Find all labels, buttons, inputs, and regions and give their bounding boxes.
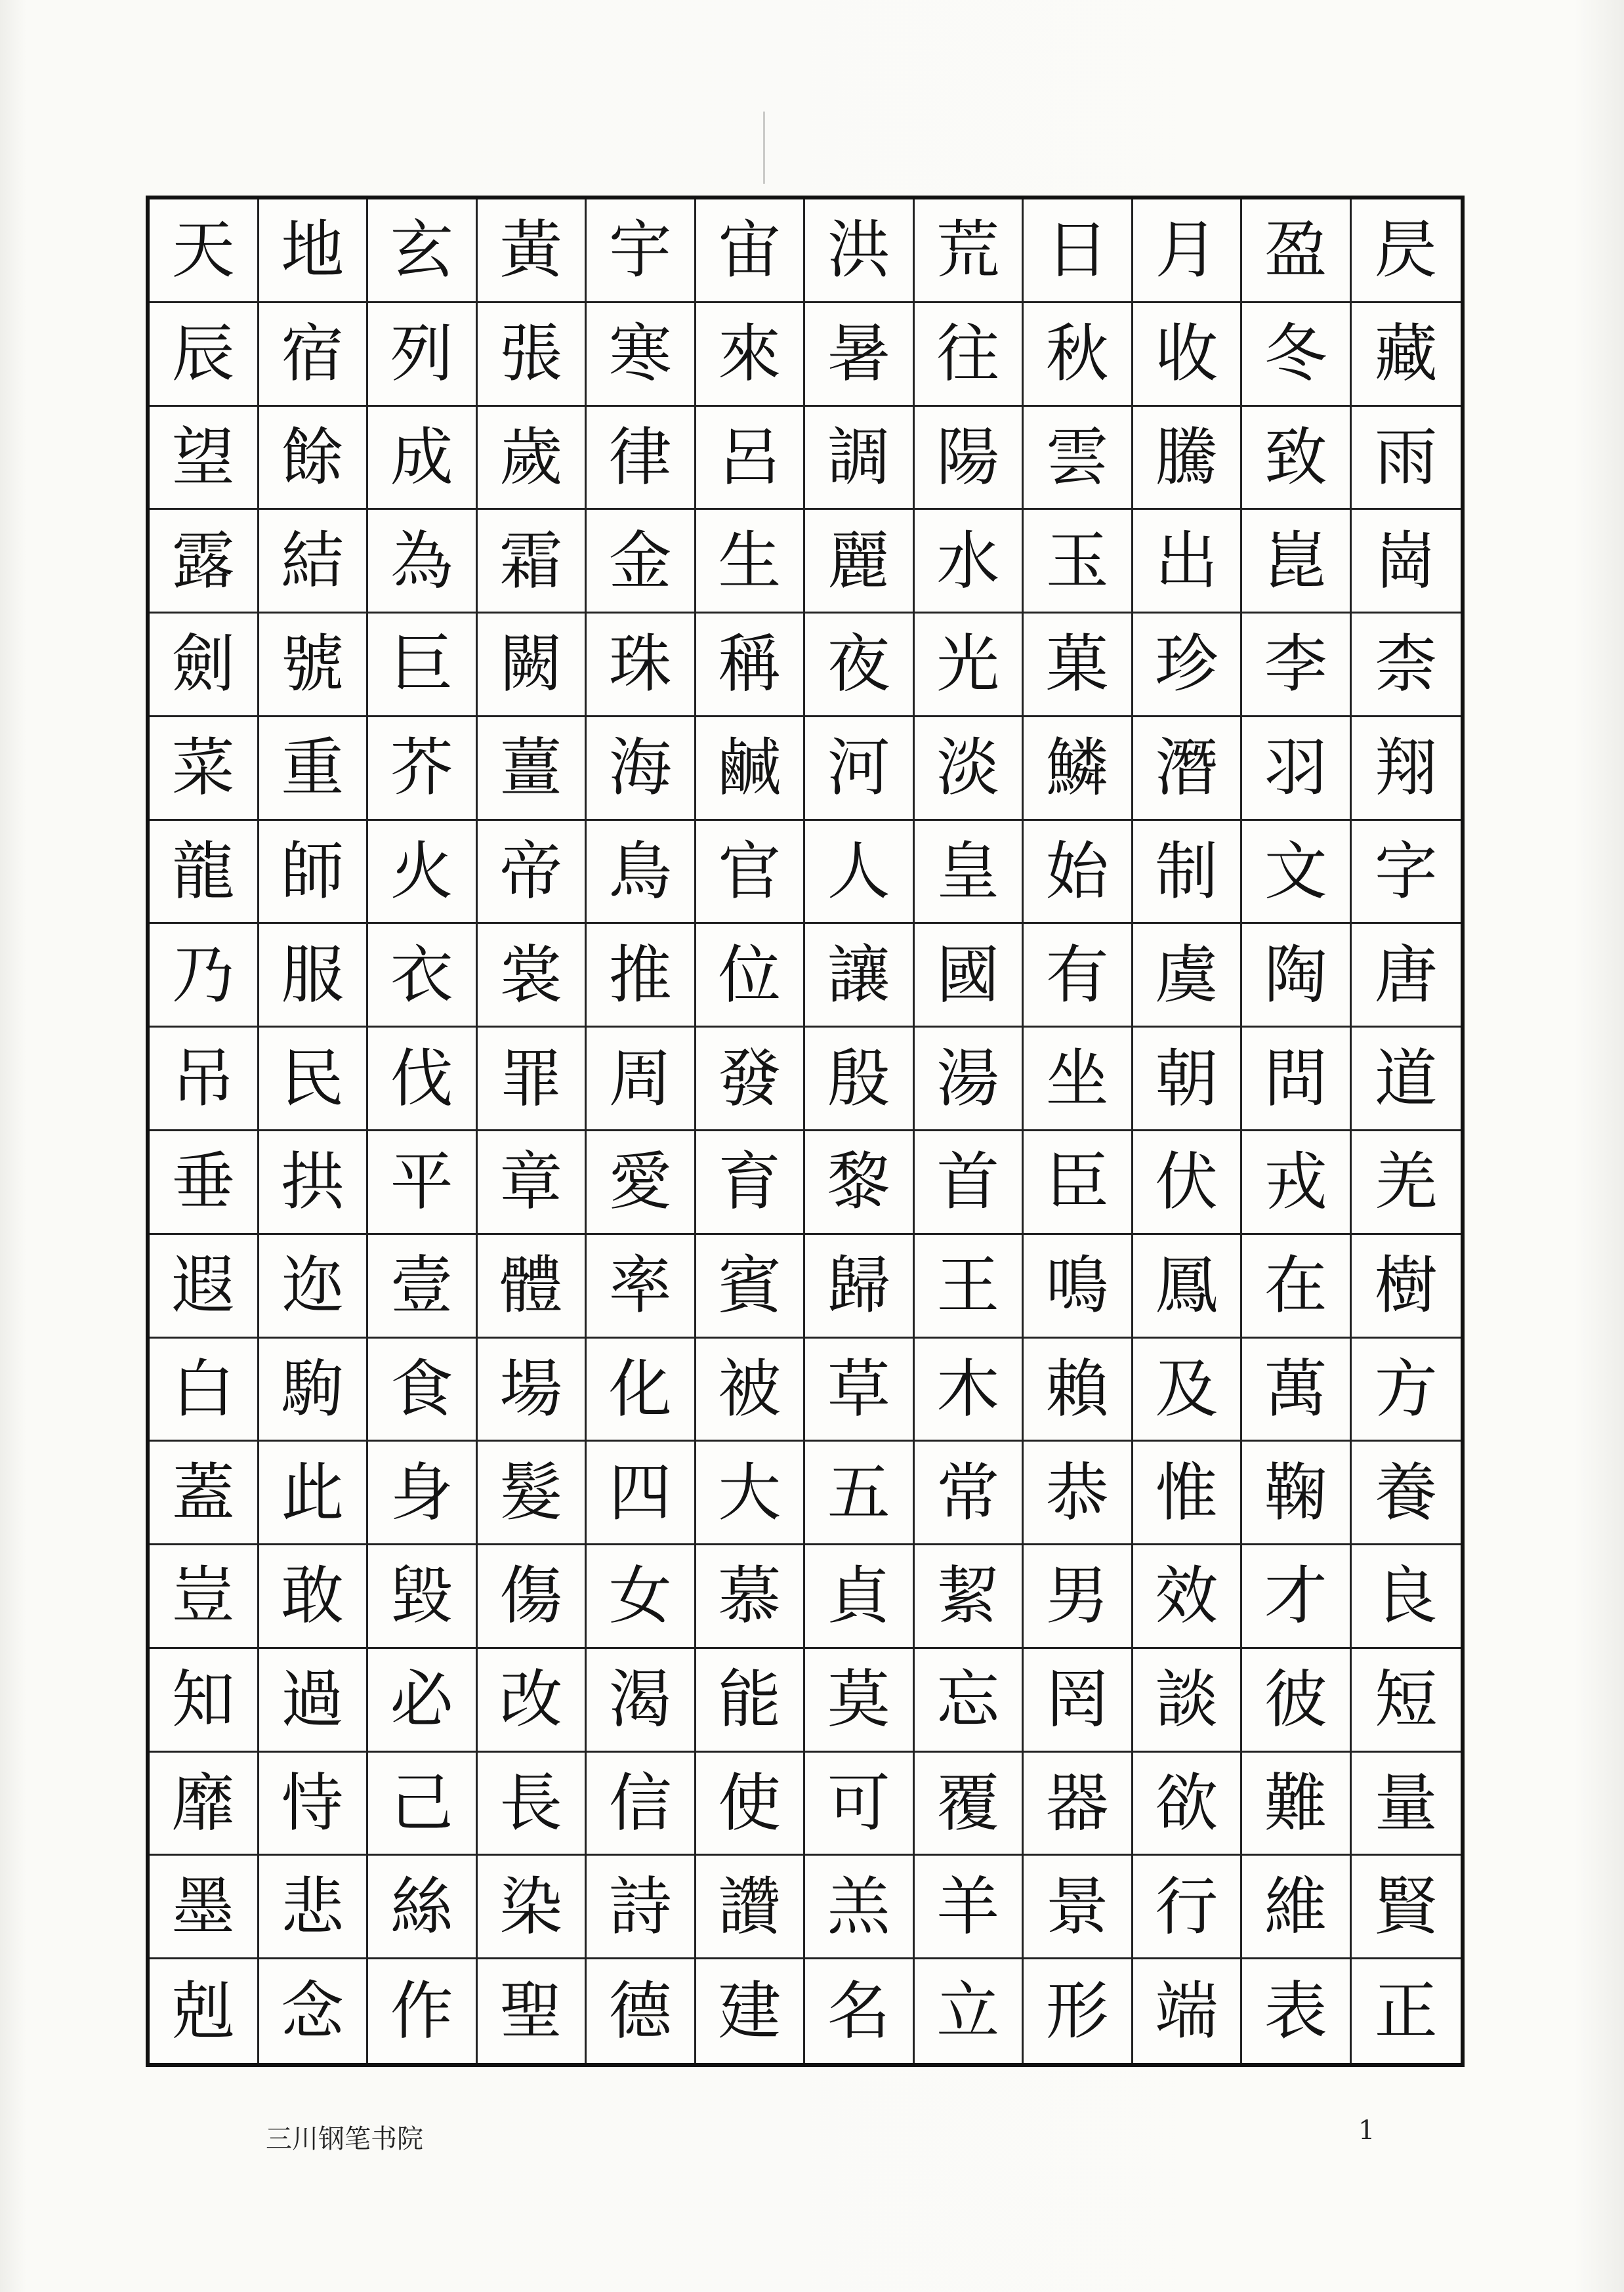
- grid-cell: 巨: [368, 614, 478, 717]
- grid-cell: 罔: [1024, 1649, 1133, 1753]
- grid-cell: 師: [259, 821, 369, 925]
- grid-cell: 靡: [150, 1753, 259, 1856]
- grid-cell: 重: [259, 717, 369, 821]
- grid-cell: 可: [805, 1753, 915, 1856]
- grid-cell: 柰: [1352, 614, 1461, 717]
- grid-cell: 欲: [1133, 1753, 1243, 1856]
- grid-cell: 拱: [259, 1131, 369, 1235]
- grid-cell: 剋: [150, 1959, 259, 2063]
- grid-cell: 道: [1352, 1028, 1461, 1131]
- grid-cell: 場: [478, 1339, 587, 1442]
- grid-cell: 五: [805, 1442, 915, 1545]
- grid-cell: 壹: [368, 1235, 478, 1339]
- grid-cell: 望: [150, 407, 259, 510]
- grid-cell: 往: [915, 303, 1024, 407]
- grid-cell: 己: [368, 1753, 478, 1856]
- grid-cell: 問: [1242, 1028, 1352, 1131]
- grid-cell: 使: [696, 1753, 806, 1856]
- grid-cell: 昃: [1352, 199, 1461, 303]
- grid-cell: 龍: [150, 821, 259, 925]
- grid-cell: 女: [587, 1545, 696, 1649]
- grid-cell: 號: [259, 614, 369, 717]
- grid-cell: 黃: [478, 199, 587, 303]
- grid-cell: 遐: [150, 1235, 259, 1339]
- grid-cell: 表: [1242, 1959, 1352, 2063]
- grid-cell: 水: [915, 510, 1024, 614]
- grid-cell: 迩: [259, 1235, 369, 1339]
- grid-cell: 鳴: [1024, 1235, 1133, 1339]
- grid-cell: 文: [1242, 821, 1352, 925]
- grid-cell: 知: [150, 1649, 259, 1753]
- grid-cell: 陽: [915, 407, 1024, 510]
- grid-cell: 生: [696, 510, 806, 614]
- grid-cell: 劍: [150, 614, 259, 717]
- grid-cell: 雨: [1352, 407, 1461, 510]
- grid-cell: 金: [587, 510, 696, 614]
- grid-cell: 餘: [259, 407, 369, 510]
- grid-cell: 人: [805, 821, 915, 925]
- grid-cell: 端: [1133, 1959, 1243, 2063]
- grid-cell: 呂: [696, 407, 806, 510]
- grid-cell: 吊: [150, 1028, 259, 1131]
- grid-cell: 維: [1242, 1856, 1352, 1959]
- grid-cell: 湯: [915, 1028, 1024, 1131]
- grid-cell: 潛: [1133, 717, 1243, 821]
- grid-cell: 良: [1352, 1545, 1461, 1649]
- grid-cell: 收: [1133, 303, 1243, 407]
- grid-cell: 結: [259, 510, 369, 614]
- grid-cell: 章: [478, 1131, 587, 1235]
- grid-cell: 火: [368, 821, 478, 925]
- grid-cell: 形: [1024, 1959, 1133, 2063]
- publisher-footer: 三川钢笔书院: [266, 2124, 423, 2154]
- grid-cell: 長: [478, 1753, 587, 1856]
- grid-cell: 鳳: [1133, 1235, 1243, 1339]
- grid-cell: 率: [587, 1235, 696, 1339]
- grid-cell: 坐: [1024, 1028, 1133, 1131]
- grid-cell: 菜: [150, 717, 259, 821]
- grid-cell: 及: [1133, 1339, 1243, 1442]
- grid-cell: 官: [696, 821, 806, 925]
- grid-cell: 四: [587, 1442, 696, 1545]
- grid-cell: 賓: [696, 1235, 806, 1339]
- grid-cell: 能: [696, 1649, 806, 1753]
- grid-cell: 宙: [696, 199, 806, 303]
- grid-cell: 方: [1352, 1339, 1461, 1442]
- grid-cell: 闕: [478, 614, 587, 717]
- grid-cell: 食: [368, 1339, 478, 1442]
- center-fold-mark: [763, 112, 765, 184]
- grid-cell: 豈: [150, 1545, 259, 1649]
- grid-cell: 天: [150, 199, 259, 303]
- grid-cell: 立: [915, 1959, 1024, 2063]
- grid-cell: 陶: [1242, 924, 1352, 1028]
- grid-cell: 推: [587, 924, 696, 1028]
- grid-cell: 調: [805, 407, 915, 510]
- grid-cell: 器: [1024, 1753, 1133, 1856]
- grid-cell: 此: [259, 1442, 369, 1545]
- grid-cell: 賢: [1352, 1856, 1461, 1959]
- grid-cell: 作: [368, 1959, 478, 2063]
- grid-cell: 慕: [696, 1545, 806, 1649]
- grid-cell: 服: [259, 924, 369, 1028]
- grid-cell: 秋: [1024, 303, 1133, 407]
- grid-cell: 傷: [478, 1545, 587, 1649]
- grid-cell: 駒: [259, 1339, 369, 1442]
- grid-cell: 讚: [696, 1856, 806, 1959]
- grid-cell: 稱: [696, 614, 806, 717]
- grid-cell: 羌: [1352, 1131, 1461, 1235]
- grid-cell: 草: [805, 1339, 915, 1442]
- grid-cell: 鹹: [696, 717, 806, 821]
- grid-cell: 鞠: [1242, 1442, 1352, 1545]
- grid-cell: 國: [915, 924, 1024, 1028]
- grid-cell: 皇: [915, 821, 1024, 925]
- grid-cell: 淡: [915, 717, 1024, 821]
- character-grid: [146, 196, 1465, 2067]
- grid-cell: 黎: [805, 1131, 915, 1235]
- grid-cell: 惟: [1133, 1442, 1243, 1545]
- grid-cell: 萬: [1242, 1339, 1352, 1442]
- grid-cell: 念: [259, 1959, 369, 2063]
- grid-cell: 賴: [1024, 1339, 1133, 1442]
- grid-cell: 恭: [1024, 1442, 1133, 1545]
- grid-cell: 麗: [805, 510, 915, 614]
- grid-cell: 鳥: [587, 821, 696, 925]
- grid-cell: 忘: [915, 1649, 1024, 1753]
- grid-cell: 效: [1133, 1545, 1243, 1649]
- grid-cell: 為: [368, 510, 478, 614]
- grid-cell: 伐: [368, 1028, 478, 1131]
- grid-cell: 行: [1133, 1856, 1243, 1959]
- grid-cell: 正: [1374, 1974, 1438, 2049]
- page-number: 1: [1358, 2115, 1375, 2146]
- grid-cell: 名: [805, 1959, 915, 2063]
- grid-cell: 殷: [805, 1028, 915, 1131]
- grid-cell: 愛: [587, 1131, 696, 1235]
- grid-cell: 雲: [1024, 407, 1133, 510]
- grid-cell: 鱗: [1024, 717, 1133, 821]
- grid-cell: 過: [259, 1649, 369, 1753]
- grid-cell: 乃: [150, 924, 259, 1028]
- grid-cell: 周: [587, 1028, 696, 1131]
- grid-cell: 常: [915, 1442, 1024, 1545]
- grid-cell: 染: [478, 1856, 587, 1959]
- grid-cell: 才: [1242, 1545, 1352, 1649]
- grid-cell: 男: [1024, 1545, 1133, 1649]
- grid-cell: 露: [150, 510, 259, 614]
- grid-cell: 莫: [805, 1649, 915, 1753]
- grid-cell: 樹: [1352, 1235, 1461, 1339]
- grid-cell: 朝: [1133, 1028, 1243, 1131]
- grid-cell: 養: [1352, 1442, 1461, 1545]
- grid-cell: 歲: [478, 407, 587, 510]
- grid-cell: 有: [1024, 924, 1133, 1028]
- grid-cell: 談: [1133, 1649, 1243, 1753]
- grid-cell: 悲: [259, 1856, 369, 1959]
- grid-cell: 衣: [368, 924, 478, 1028]
- grid-cell: 貞: [805, 1545, 915, 1649]
- grid-cell: 玉: [1024, 510, 1133, 614]
- grid-cell: 珍: [1133, 614, 1243, 717]
- grid-cell: 垂: [150, 1131, 259, 1235]
- grid-cell: 致: [1242, 407, 1352, 510]
- grid-cell: 覆: [915, 1753, 1024, 1856]
- grid-cell: 民: [259, 1028, 369, 1131]
- grid-cell: 蓋: [150, 1442, 259, 1545]
- grid-cell: 敢: [259, 1545, 369, 1649]
- grid-cell: 寒: [587, 303, 696, 407]
- grid-cell: 位: [696, 924, 806, 1028]
- grid-cell: 絜: [915, 1545, 1024, 1649]
- grid-cell: 翔: [1352, 717, 1461, 821]
- grid-cell: 彼: [1242, 1649, 1352, 1753]
- grid-cell: 來: [696, 303, 806, 407]
- grid-cell: 臣: [1024, 1131, 1133, 1235]
- grid-cell: 冬: [1242, 303, 1352, 407]
- grid-cell: 短: [1352, 1649, 1461, 1753]
- grid-cell: 德: [587, 1959, 696, 2063]
- grid-cell: 髮: [478, 1442, 587, 1545]
- grid-cell: 育: [696, 1131, 806, 1235]
- grid-cell: 成: [368, 407, 478, 510]
- grid-cell: 海: [587, 717, 696, 821]
- grid-cell: 景: [1024, 1856, 1133, 1959]
- grid-cell: 建: [696, 1959, 806, 2063]
- grid-cell: 出: [1133, 510, 1243, 614]
- grid-cell: 始: [1024, 821, 1133, 925]
- grid-cell: 戎: [1242, 1131, 1352, 1235]
- grid-cell: 字: [1352, 821, 1461, 925]
- grid-cell: 王: [915, 1235, 1024, 1339]
- grid-cell: 李: [1242, 614, 1352, 717]
- grid-cell: 列: [368, 303, 478, 407]
- grid-cell: 盈: [1242, 199, 1352, 303]
- grid-cell: 宿: [259, 303, 369, 407]
- grid-cell: 菓: [1024, 614, 1133, 717]
- grid-cell: 歸: [805, 1235, 915, 1339]
- grid-cell: 難: [1242, 1753, 1352, 1856]
- grid-cell: 羊: [915, 1856, 1024, 1959]
- grid-cell: 罪: [478, 1028, 587, 1131]
- grid-cell: 羽: [1242, 717, 1352, 821]
- grid-cell: 張: [478, 303, 587, 407]
- grid-cell: 體: [478, 1235, 587, 1339]
- grid-cell: 平: [368, 1131, 478, 1235]
- grid-cell: 夜: [805, 614, 915, 717]
- grid-cell: 霜: [478, 510, 587, 614]
- grid-cell: 量: [1352, 1753, 1461, 1856]
- grid-cell: 虞: [1133, 924, 1243, 1028]
- grid-cell: 身: [368, 1442, 478, 1545]
- grid-cell: 讓: [805, 924, 915, 1028]
- grid-cell: 化: [587, 1339, 696, 1442]
- grid-cell: 改: [478, 1649, 587, 1753]
- grid-cell: 發: [696, 1028, 806, 1131]
- grid-cell: 光: [915, 614, 1024, 717]
- grid-cell: 玄: [368, 199, 478, 303]
- grid-cell: 唐: [1352, 924, 1461, 1028]
- grid-cell: 洪: [805, 199, 915, 303]
- grid-cell: 伏: [1133, 1131, 1243, 1235]
- grid-cell: 裳: [478, 924, 587, 1028]
- grid-cell: 墨: [150, 1856, 259, 1959]
- grid-cell: 信: [587, 1753, 696, 1856]
- grid-cell: 珠: [587, 614, 696, 717]
- grid-cell: 宇: [587, 199, 696, 303]
- grid-cell: 薑: [478, 717, 587, 821]
- grid-cell: 詩: [587, 1856, 696, 1959]
- grid-cell: 暑: [805, 303, 915, 407]
- grid-cell: 白: [150, 1339, 259, 1442]
- grid-cell: 騰: [1133, 407, 1243, 510]
- grid-cell: 藏: [1352, 303, 1461, 407]
- grid-cell: 恃: [259, 1753, 369, 1856]
- grid-cell: 崑: [1242, 510, 1352, 614]
- grid-cell: 日: [1024, 199, 1133, 303]
- grid-cell: 在: [1242, 1235, 1352, 1339]
- grid-cell: 地: [259, 199, 369, 303]
- grid-cell: 律: [587, 407, 696, 510]
- grid-cell: 羔: [805, 1856, 915, 1959]
- grid-cell: 大: [696, 1442, 806, 1545]
- grid-cell: 首: [915, 1131, 1024, 1235]
- grid-cell: 必: [368, 1649, 478, 1753]
- grid-cell: 制: [1133, 821, 1243, 925]
- grid-cell: 聖: [478, 1959, 587, 2063]
- grid-cell: 辰: [150, 303, 259, 407]
- grid-cell: 河: [805, 717, 915, 821]
- grid-cell: 渴: [587, 1649, 696, 1753]
- grid-cell: 被: [696, 1339, 806, 1442]
- grid-cell: 崗: [1352, 510, 1461, 614]
- grid-cell: 毀: [368, 1545, 478, 1649]
- grid-cell: 帝: [478, 821, 587, 925]
- grid-cell: 芥: [368, 717, 478, 821]
- grid-cell: 荒: [915, 199, 1024, 303]
- grid-cell: 絲: [368, 1856, 478, 1959]
- grid-cell: 月: [1133, 199, 1243, 303]
- grid-cell: 木: [915, 1339, 1024, 1442]
